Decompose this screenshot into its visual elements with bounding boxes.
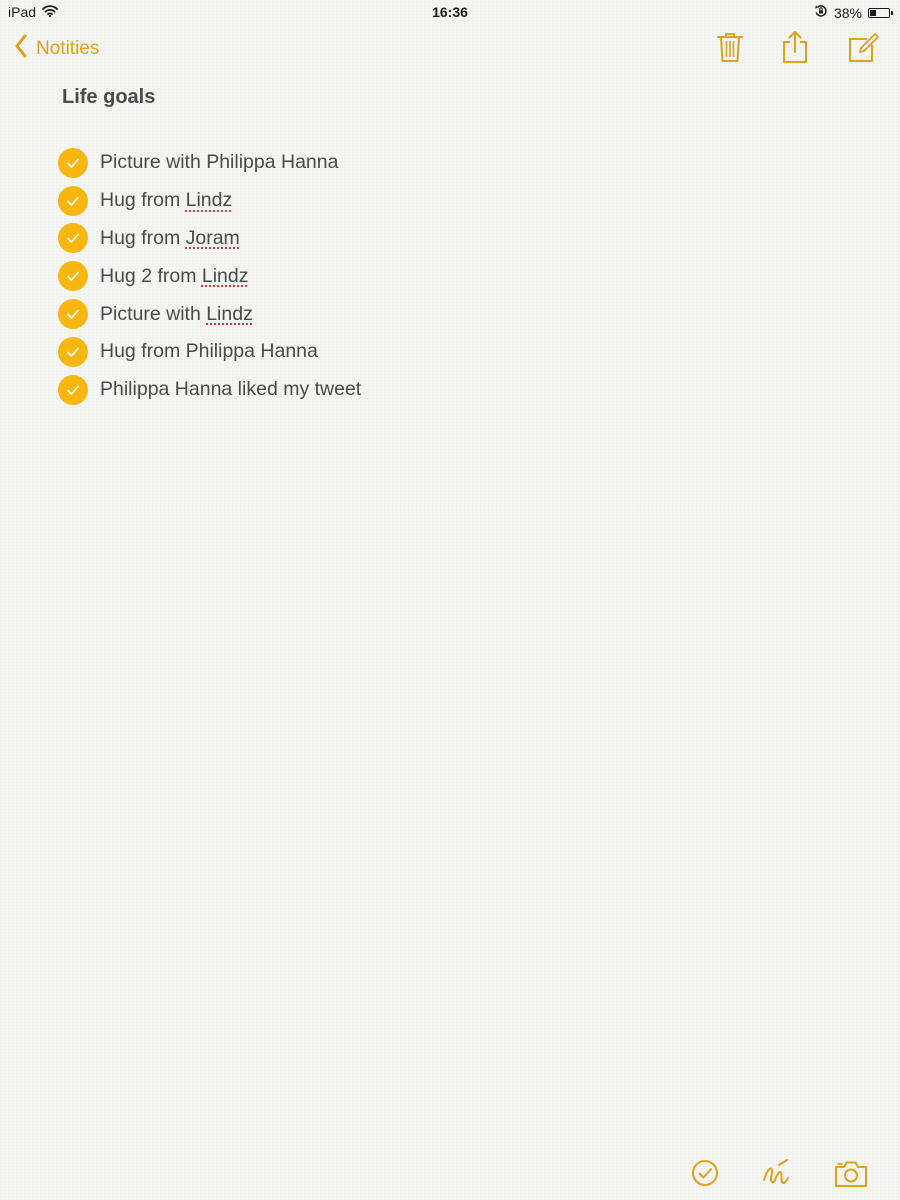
checklist-item-text[interactable] <box>100 303 253 326</box>
camera-icon[interactable] <box>833 1156 867 1190</box>
item-text-part: Hug 2 from <box>100 264 202 287</box>
checkbox-checked-icon[interactable] <box>58 261 88 291</box>
item-text-part: Picture with <box>100 302 207 325</box>
battery-icon <box>868 8 890 18</box>
note-title[interactable]: Life goals <box>62 86 156 108</box>
checklist-item[interactable] <box>58 144 361 182</box>
checklist-item[interactable] <box>58 182 361 220</box>
checklist-item-text[interactable] <box>100 378 361 401</box>
item-text-part: Picture with Philippa Hanna <box>100 151 339 174</box>
item-text-part: Philippa Hanna liked my tweet <box>100 378 362 401</box>
misspelled-word: Joram <box>185 226 240 249</box>
checkbox-checked-icon[interactable] <box>58 299 88 329</box>
item-text-part: Hug from Philippa Hanna <box>100 340 318 363</box>
battery-percent: 38% <box>833 4 862 21</box>
checklist-item-text[interactable] <box>100 227 240 250</box>
item-text-part: Hug from <box>100 226 186 249</box>
sketch-icon[interactable] <box>759 1156 793 1190</box>
back-label: Notities <box>36 37 100 59</box>
status-bar <box>0 0 900 24</box>
checklist-item[interactable] <box>58 220 361 258</box>
status-right <box>814 4 890 21</box>
compose-icon[interactable] <box>847 30 879 64</box>
item-text-part: Hug from <box>100 189 186 212</box>
share-icon[interactable] <box>779 30 811 64</box>
trash-icon[interactable] <box>714 30 746 64</box>
checklist-item-text[interactable] <box>100 189 232 212</box>
battery-level <box>870 10 876 16</box>
checklist-icon[interactable] <box>688 1156 722 1190</box>
checklist-item[interactable] <box>58 333 361 371</box>
checklist-item[interactable] <box>58 257 361 295</box>
checklist-item[interactable] <box>58 295 361 333</box>
checklist <box>58 144 361 409</box>
device-label: iPad <box>8 4 37 20</box>
checklist-item-text[interactable] <box>100 340 318 363</box>
checkbox-checked-icon[interactable] <box>58 375 88 405</box>
checklist-item[interactable] <box>58 371 361 409</box>
misspelled-word: Lindz <box>185 189 233 212</box>
back-chevron-icon <box>14 34 28 63</box>
back-button[interactable] <box>14 34 99 63</box>
checkbox-checked-icon[interactable] <box>58 186 88 216</box>
misspelled-word: Lindz <box>206 302 253 325</box>
rotation-lock-icon <box>814 4 828 21</box>
checkbox-checked-icon[interactable] <box>58 148 88 178</box>
misspelled-word: Lindz <box>201 264 249 287</box>
checkbox-checked-icon[interactable] <box>58 223 88 253</box>
checklist-item-text[interactable] <box>100 151 338 174</box>
status-time: 16:36 <box>432 4 468 20</box>
checkbox-checked-icon[interactable] <box>58 337 88 367</box>
checklist-item-text[interactable] <box>100 265 249 288</box>
